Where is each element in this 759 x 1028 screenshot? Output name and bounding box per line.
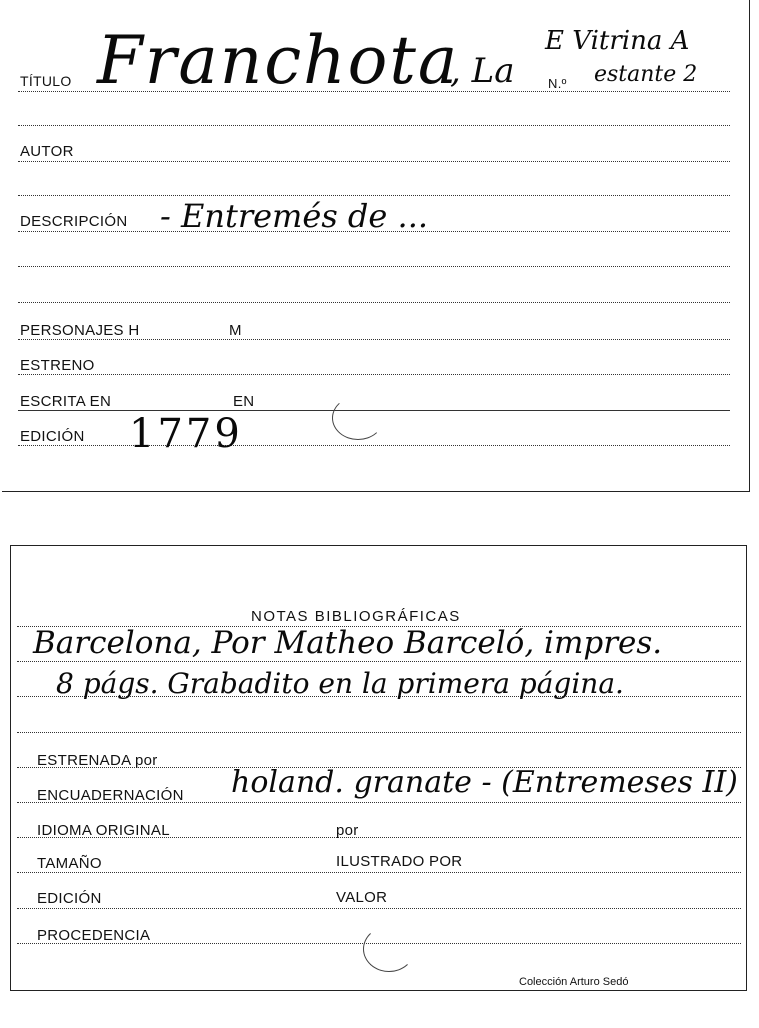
label-titulo: TÍTULO (20, 73, 72, 89)
rule-line (18, 445, 730, 446)
label-valor: VALOR (336, 889, 388, 906)
handwritten-encuadernacion: holand. granate - (Entremeses II) (231, 765, 738, 800)
punch-hole-mark (363, 926, 415, 972)
label-escrita-en: ESCRITA EN (20, 393, 112, 410)
catalog-card-top (2, 0, 750, 492)
handwritten-title-suffix: , La (450, 51, 515, 91)
label-descripcion: DESCRIPCIÓN (20, 213, 128, 230)
rule-line (17, 661, 741, 662)
punch-hole-mark (332, 396, 384, 440)
label-personajes-m: M (229, 322, 242, 339)
handwritten-notas-line1: Barcelona, Por Matheo Barceló, impres. (33, 625, 663, 661)
rule-line (18, 302, 730, 303)
handwritten-descripcion: - Entremés de ... (160, 197, 429, 235)
label-edicion: EDICIÓN (37, 890, 102, 907)
collection-footer: Colección Arturo Sedó (519, 976, 629, 988)
handwritten-title: Franchota (97, 22, 460, 99)
label-estrenada-por: ESTRENADA por (37, 752, 158, 769)
label-edicion: EDICIÓN (20, 428, 85, 445)
rule-line (17, 908, 741, 909)
label-encuadernacion: ENCUADERNACIÓN (37, 787, 184, 804)
rule-line (17, 732, 741, 733)
handwritten-edicion-year: 1779 (129, 411, 243, 457)
label-autor: AUTOR (20, 143, 74, 160)
label-en: EN (233, 393, 255, 410)
catalog-card-bottom (10, 545, 747, 991)
handwritten-notas-line2: 8 págs. Grabadito en la primera página. (56, 667, 624, 700)
rule-line (18, 125, 730, 126)
rule-line (17, 872, 741, 873)
label-tamano: TAMAÑO (37, 855, 102, 872)
handwritten-location-line1: E Vitrina A (545, 26, 690, 56)
label-notas-bibliograficas: NOTAS BIBLIOGRÁFICAS (251, 608, 461, 625)
label-estreno: ESTRENO (20, 357, 95, 374)
label-por: por (336, 822, 359, 839)
label-ilustrado-por: ILUSTRADO POR (336, 853, 463, 870)
rule-line (18, 195, 730, 196)
label-idioma-original: IDIOMA ORIGINAL (37, 822, 170, 839)
label-numero: N.º (548, 76, 567, 91)
rule-line (18, 374, 730, 375)
rule-line (18, 266, 730, 267)
label-procedencia: PROCEDENCIA (37, 927, 151, 944)
rule-line (18, 161, 730, 162)
rule-line (18, 339, 730, 340)
handwritten-location-line2: estante 2 (594, 62, 698, 87)
label-personajes-h: PERSONAJES H (20, 322, 140, 339)
